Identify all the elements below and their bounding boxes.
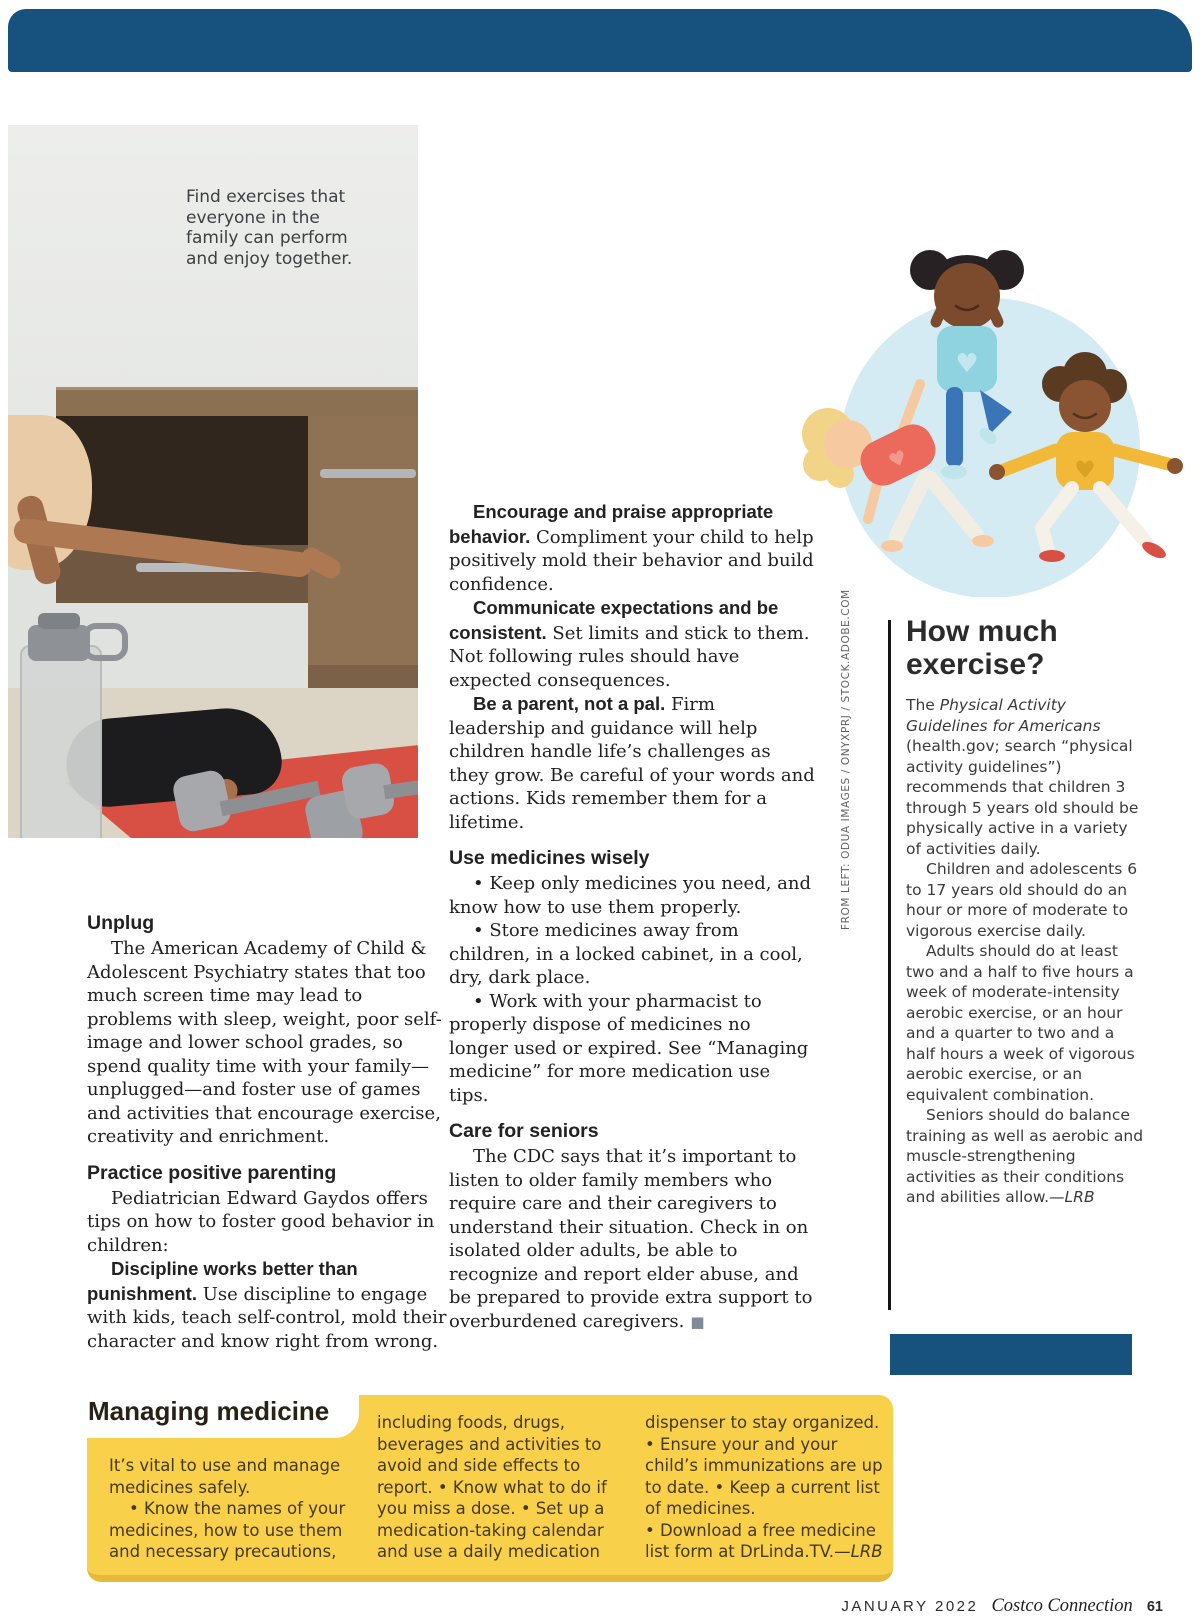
medicine-box-title: Managing medicine [88,1396,330,1426]
page-footer [700,1596,1163,1617]
tip-lead: Encourage and praise appropriate behavior. [449,501,774,547]
footer-issue-date: JANUARY 2022 [841,1598,979,1615]
footer-page-number: 61 [1146,1599,1163,1615]
photo-cabinet-right [308,416,418,665]
sidebar-bottom-bar [890,1334,1132,1375]
bullet-item: • Work with your pharmacist to properly dispose of medicines no longer used or expired. See “Managing medicine” for more medication use tips. [449,990,809,1106]
photo-cabinet-top [56,387,418,416]
sidebar-paragraph [906,695,1144,859]
tip-paragraph [449,500,815,596]
sidebar-text: The [906,696,940,714]
medicine-box-byline: —LRB [834,1542,883,1561]
svg-text:♥: ♥ [955,349,979,379]
photo-cabinet-plinth [308,665,418,688]
section-heading-care-for-seniors: Care for seniors [449,1120,599,1142]
unplug-paragraph: The American Academy of Child & Adolescent Psychiatry states that too much screen time may lead to problems with sleep, weight, poor self-image and lower school grades, so spend quality time with your family—unplugged—and foster use of games and activities that encourage exercise, creativity and enrichment. [87,938,442,1147]
sidebar-how-much-exercise [906,615,1144,1208]
tip-text: Set limits and stick to them. Not following rules should have expected consequences. [449,622,810,691]
tip-lead: Be a parent, not a pal. [473,693,666,714]
medicine-box-text: • Download a free medicine list form at DrLinda.TV. [645,1520,876,1561]
sidebar-heading: How much exercise? [906,615,1058,681]
section-heading-practice-positive-parenting: Practice positive parenting [87,1161,337,1184]
photo-cabinet-opening [56,416,308,545]
sidebar-byline: —LRB [1049,1188,1095,1206]
medicine-box-paragraph: It’s vital to use and manage medicines safely. [109,1456,341,1497]
water-bottle-lid [38,613,80,629]
tip-text: Firm leadership and guidance will help children handle life’s challenges as they grow. Be careful of your words and actions. Kids remember them for a lifetime. [449,694,815,833]
bullet-item: • Keep only medicines you need, and know how to use them properly. [449,873,812,918]
managing-medicine-box [87,1395,893,1582]
sidebar-text: Seniors should do balance training as well as aerobic and muscle-strengthening activities as their conditions and abilities allow. [906,1106,1144,1206]
end-of-article-marker: ■ [690,1312,705,1331]
bullet-item: • Store medicines away from children, in a locked cabinet, in a cool, dry, dark place. [449,920,803,988]
sidebar-paragraph: Children and adolescents 6 to 17 years old should do an hour or more of moderate to vigorous exercise daily. [906,860,1138,940]
kids-yoga-illustration [780,232,1190,597]
photo-caption: Find exercises that everyone in the family can perform and enjoy together. [186,187,353,269]
tip-paragraph [449,596,815,692]
medicine-box-bullet [645,1520,887,1563]
photo-cabinet-handle [320,469,416,478]
sidebar-paragraph [906,1105,1144,1208]
medicine-box-column-3 [645,1412,887,1563]
sidebar-rule [888,620,891,1310]
svg-text:♥: ♥ [1074,456,1096,484]
sidebar-paragraph: Adults should do at least two and a half to five hours a week of moderate-intensity aerobic exercise, or an hour and a quarter to two and a half hours a week of vigorous aerobic exercise, or an equivalent combination. [906,942,1135,1104]
medicine-box-bullet: • Know the names of your medicines, how to use them and necessary precautions, [109,1499,346,1561]
tip-text: Compliment your child to help positively mold their behavior and build confidence. [449,526,814,595]
tip-paragraph [449,692,815,834]
middle-column [449,500,815,1334]
sidebar-publication-title: Physical Activity Guidelines for Americans [906,696,1101,735]
water-bottle-handle [82,623,128,661]
water-bottle-cap [28,625,90,661]
top-banner-bar [8,9,1192,72]
section-heading-unplug: Unplug [87,912,155,934]
seniors-text: The CDC says that it’s important to listen to older family members who require care and their caregivers to understand their situation. Check in on isolated older adults, be able to recognize and report elder abuse, and be prepared to provide extra support to overburdened caregivers. [449,1146,813,1332]
sidebar-text: (health.gov; search “physical activity guidelines”) recommends that children 3 through 5 years old should be physically active in a variety of activities daily. [906,737,1139,858]
seniors-paragraph [449,1145,815,1334]
tip-lead: Discipline works better than punishment. [87,1258,358,1304]
medicine-box-column-2 [377,1412,611,1563]
tip-paragraph [87,1257,453,1353]
water-bottle-body [20,645,102,838]
medicine-box-column-1 [109,1455,351,1563]
tip-lead: Communicate expectations and be consistent. [449,597,779,643]
svg-text:♥: ♥ [885,444,911,474]
medicine-box-paragraph: dispenser to stay organized. • Ensure your and your child’s immunizations are up to date. • Keep a current list of medicines. [645,1413,883,1518]
left-column [87,912,453,1353]
medicine-box-paragraph: including foods, drugs, beverages and activities to avoid and side effects to report. • Know what to do if you miss a dose. • Set up a medication-taking calendar and use a daily medication [377,1413,607,1561]
section-heading-use-medicines-wisely: Use medicines wisely [449,847,650,869]
photo-credit: FROM LEFT: ODUA IMAGES / ONYXPRJ / STOCK.ADOBE.COM [840,589,852,930]
footer-magazine-name: Costco Connection [991,1596,1133,1616]
tip-text: Use discipline to engage with kids, teach self-control, mold their character and know right from wrong. [87,1283,447,1352]
parenting-intro-paragraph: Pediatrician Edward Gaydos offers tips on how to foster good behavior in children: [87,1187,435,1256]
family-exercise-photo [8,125,418,838]
